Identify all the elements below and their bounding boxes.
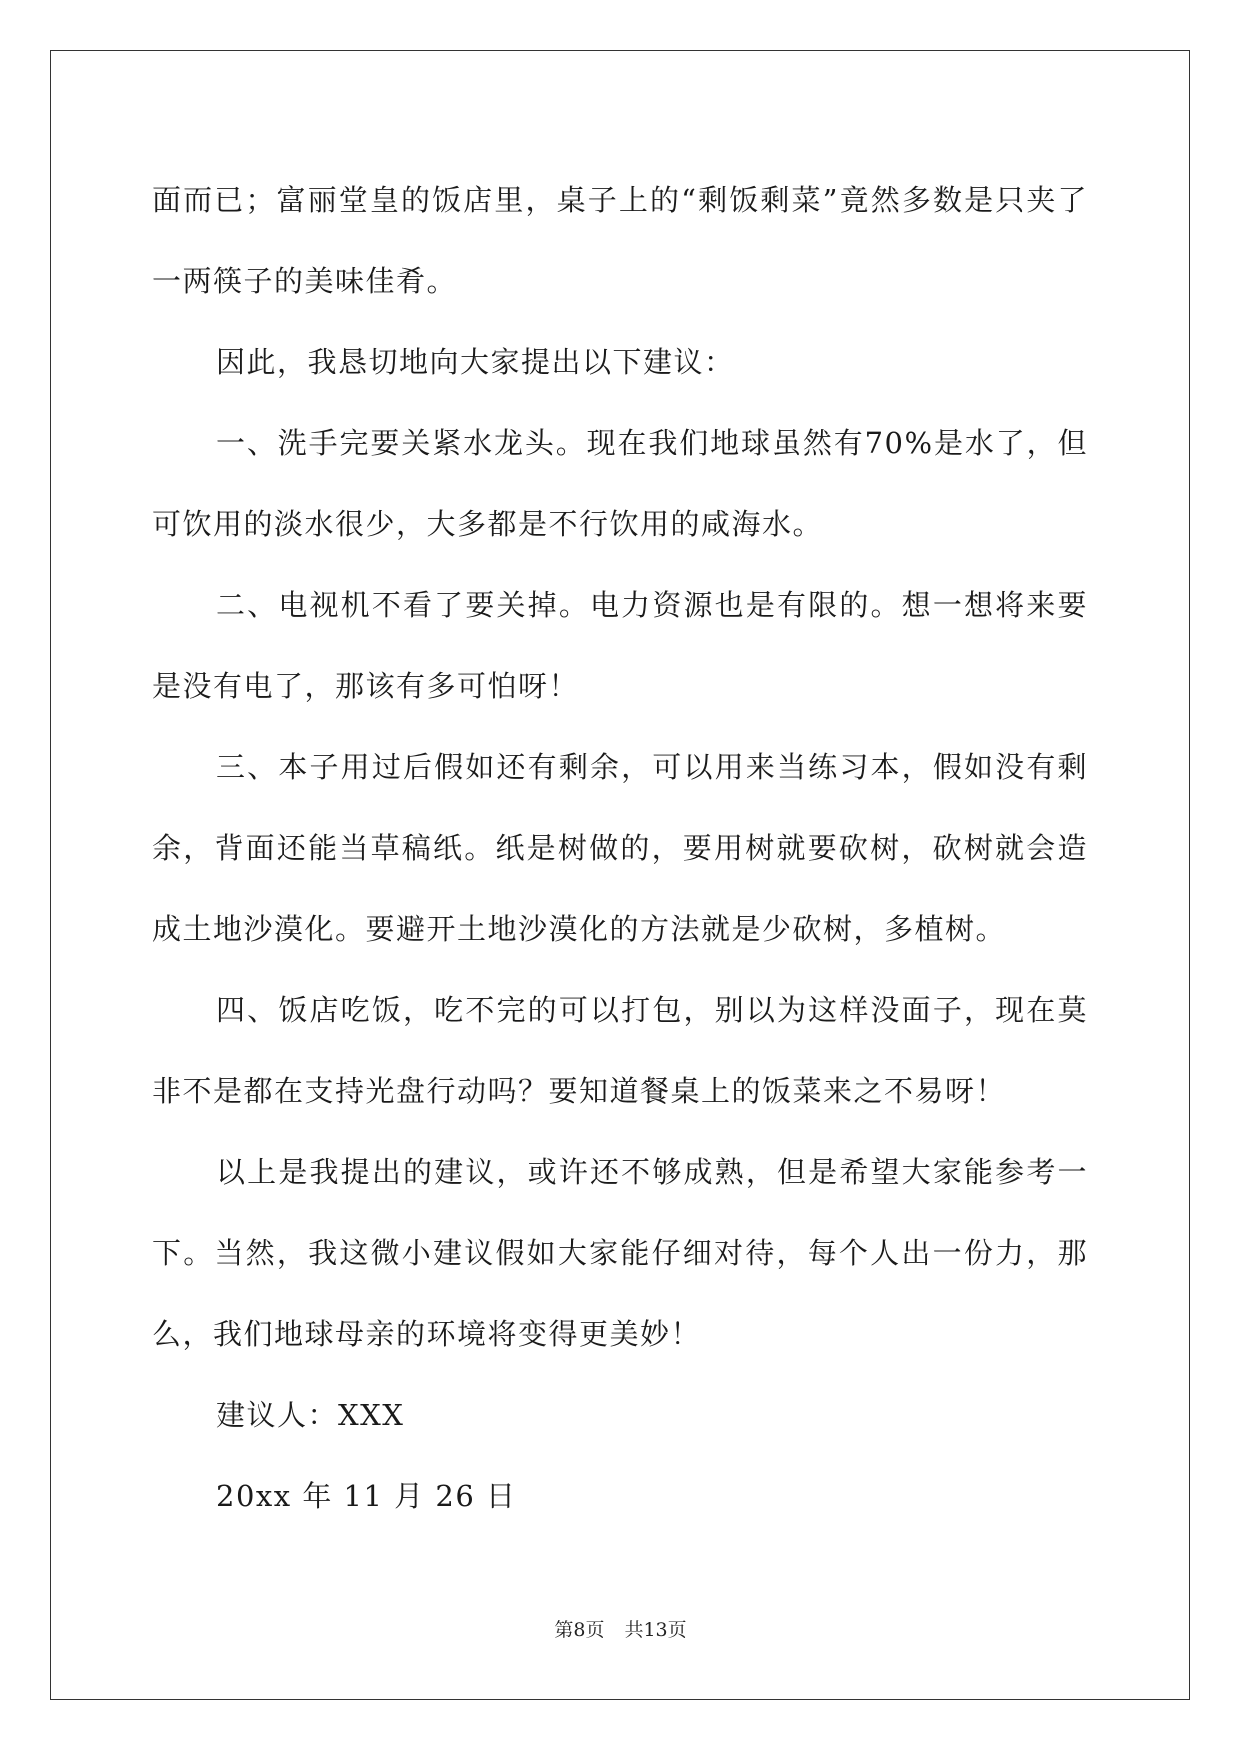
- paragraph: 因此，我恳切地向大家提出以下建议：: [216, 345, 735, 379]
- paragraph: 二、电视机不看了要关掉。电力资源也是有限的。想一想将来要是没有电了，那该有多可怕呀！: [152, 588, 1088, 703]
- date-line: 20xx 年 11 月 26 日: [216, 1479, 517, 1513]
- paragraph: 一、洗手完要关紧水龙头。现在我们地球虽然有70%是水了，但可饮用的淡水很少，大多都是不行饮用的咸海水。: [152, 426, 1088, 541]
- page-number: 第8页: [554, 1619, 605, 1641]
- document-body: [152, 160, 1088, 1537]
- paragraph: 面而已；富丽堂皇的饭店里，桌子上的“剩饭剩菜”竟然多数是只夹了一两筷子的美味佳肴。: [152, 183, 1088, 298]
- paragraph: 三、本子用过后假如还有剩余，可以用来当练习本，假如没有剩余，背面还能当草稿纸。纸是树做的，要用树就要砍树，砍树就会造成土地沙漠化。要避开土地沙漠化的方法就是少砍树，多植树。: [152, 750, 1088, 946]
- paragraph: 以上是我提出的建议，或许还不够成熟，但是希望大家能参考一下。当然，我这微小建议假如大家能仔细对待，每个人出一份力，那么，我们地球母亲的环境将变得更美妙！: [152, 1155, 1088, 1351]
- page-footer: [0, 1615, 1241, 1642]
- page-total: 共13页: [624, 1619, 687, 1641]
- paragraph: 四、饭店吃饭，吃不完的可以打包，别以为这样没面子，现在莫非不是都在支持光盘行动吗？要知道餐桌上的饭菜来之不易呀！: [152, 993, 1088, 1108]
- signer-line: 建议人：XXX: [216, 1398, 405, 1432]
